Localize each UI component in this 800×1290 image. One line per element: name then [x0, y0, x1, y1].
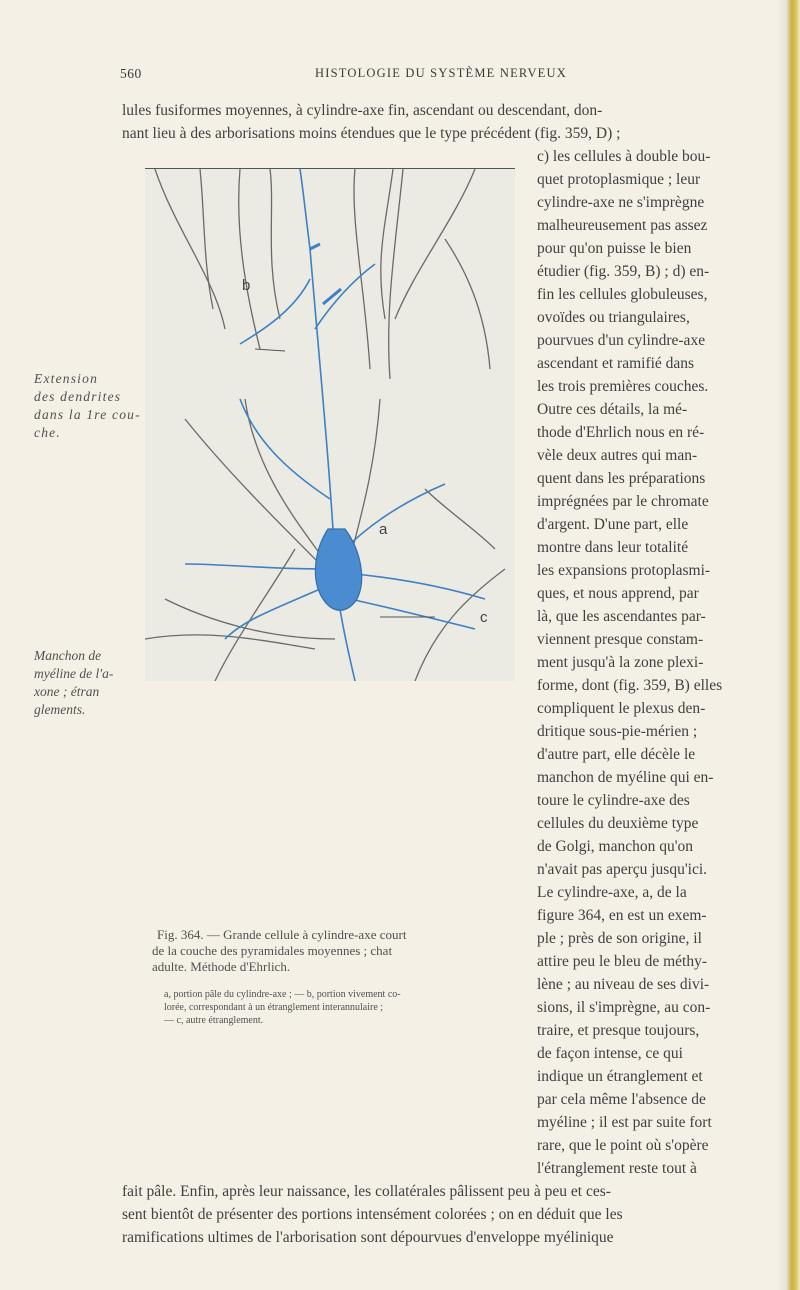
- margin-note-manchon: [34, 647, 113, 719]
- text-line: cellules du deuxième type: [537, 815, 699, 832]
- margin-note-line: xone ; étran: [34, 684, 100, 699]
- text-line: de Golgi, manchon qu'on: [537, 838, 694, 855]
- text-line: pourvues d'un cylindre-axe: [537, 332, 706, 349]
- text-line: de façon intense, ce qui: [537, 1045, 683, 1062]
- text-line: nant lieu à des arborisations moins étendues que le type précédent (fig. 359, D) ;: [122, 125, 621, 142]
- page-header: [0, 66, 800, 86]
- margin-note-line: Manchon de: [34, 648, 102, 663]
- text-line: montre dans leur totalité: [537, 539, 689, 556]
- page-edge: [786, 0, 800, 1290]
- text-line: sent bientôt de présenter des portions intensément colorées ; on en déduit que les: [122, 1206, 623, 1223]
- text-line: l'étranglement reste tout à: [537, 1160, 697, 1177]
- text-line: là, que les ascendantes par-: [537, 608, 706, 625]
- text-line: les expansions protoplasmi-: [537, 562, 711, 579]
- caption-line: Fig. 364. — Grande cellule à cylindre-axe court: [157, 927, 407, 942]
- body-paragraph-bottom: [122, 1180, 772, 1249]
- text-line: dritique sous-pie-mérien ;: [537, 723, 698, 740]
- text-line: attire peu le bleu de méthy-: [537, 953, 708, 970]
- text-line: n'avait pas aperçu jusqu'ici.: [537, 861, 708, 878]
- neuron-illustration: [145, 169, 515, 681]
- text-line: compliquent le plexus den-: [537, 700, 706, 717]
- figure-label-c: c: [480, 609, 488, 626]
- body-paragraph-right: [537, 145, 772, 1180]
- margin-note-line: che.: [34, 425, 61, 440]
- text-line: malheureusement pas assez: [537, 217, 708, 234]
- figure-label-b: b: [242, 277, 251, 294]
- text-line: pour qu'on puisse le bien: [537, 240, 692, 257]
- caption-line: adulte. Méthode d'Ehrlich.: [152, 959, 291, 974]
- text-line: myéline ; il est par suite fort: [537, 1114, 712, 1131]
- text-line: thode d'Ehrlich nous en ré-: [537, 424, 705, 441]
- figure-caption: [152, 927, 522, 975]
- text-line: fin les cellules globuleuses,: [537, 286, 708, 303]
- text-line: d'autre part, elle décèle le: [537, 746, 696, 763]
- margin-note-line: Extension: [34, 371, 99, 386]
- margin-note-line: myéline de l'a-: [34, 666, 114, 681]
- text-line: c) les cellules à double bou-: [537, 148, 711, 165]
- text-line: manchon de myéline qui en-: [537, 769, 714, 786]
- text-line: par cela même l'absence de: [537, 1091, 706, 1108]
- text-line: lène ; au niveau de ses divi-: [537, 976, 710, 993]
- margin-note-extension: [34, 370, 141, 442]
- caption-line: de la couche des pyramidales moyennes ; chat: [152, 943, 393, 958]
- margin-note-line: des dendrites: [34, 389, 122, 404]
- text-line: figure 364, en est un exem-: [537, 907, 707, 924]
- text-line: ovoïdes ou triangulaires,: [537, 309, 690, 326]
- text-line: indique un étranglement et: [537, 1068, 703, 1085]
- neuron-figure: [145, 168, 515, 681]
- text-line: imprégnées par le chromate: [537, 493, 709, 510]
- figure-legend: [152, 988, 522, 1027]
- text-line: Outre ces détails, la mé-: [537, 401, 688, 418]
- figure-label-a: a: [379, 521, 388, 538]
- text-line: traire, et presque toujours,: [537, 1022, 700, 1039]
- text-line: fait pâle. Enfin, après leur naissance, les collatérales pâlissent peu à peu et ces-: [122, 1183, 611, 1200]
- legend-line: lorée, correspondant à un étranglement interannulaire ;: [164, 1002, 384, 1013]
- text-line: rare, que le point où s'opère: [537, 1137, 709, 1154]
- text-line: d'argent. D'une part, elle: [537, 516, 689, 533]
- body-paragraph-top: [122, 99, 772, 145]
- page-gutter-shadow: [776, 0, 786, 1290]
- text-line: ascendant et ramifié dans: [537, 355, 695, 372]
- legend-line: a, portion pâle du cylindre-axe ; — b, portion vivement co-: [164, 989, 401, 1000]
- text-line: cylindre-axe ne s'imprègne: [537, 194, 705, 211]
- running-title: HISTOLOGIE DU SYSTÈME NERVEUX: [315, 66, 567, 80]
- margin-note-line: dans la 1re cou-: [34, 407, 141, 422]
- text-line: toure le cylindre-axe des: [537, 792, 690, 809]
- page-number: 560: [120, 66, 142, 81]
- text-line: forme, dont (fig. 359, B) elles: [537, 677, 723, 694]
- text-line: quet protoplasmique ; leur: [537, 171, 701, 188]
- text-line: Le cylindre-axe, a, de la: [537, 884, 687, 901]
- text-line: sions, il s'imprègne, au con-: [537, 999, 711, 1016]
- text-line: les trois premières couches.: [537, 378, 709, 395]
- text-line: ment jusqu'à la zone plexi-: [537, 654, 704, 671]
- text-line: ques, et nous apprend, par: [537, 585, 699, 602]
- text-line: étudier (fig. 359, B) ; d) en-: [537, 263, 710, 280]
- text-line: lules fusiformes moyennes, à cylindre-axe fin, ascendant ou descendant, don-: [122, 102, 603, 119]
- margin-note-line: glements.: [34, 702, 86, 717]
- text-line: ple ; près de son origine, il: [537, 930, 702, 947]
- text-line: quent dans les préparations: [537, 470, 706, 487]
- text-line: vèle deux autres qui man-: [537, 447, 698, 464]
- text-line: ramifications ultimes de l'arborisation sont dépourvues d'enveloppe myélinique: [122, 1229, 614, 1246]
- text-line: viennent presque constam-: [537, 631, 704, 648]
- legend-line: — c, autre étranglement.: [164, 1015, 264, 1026]
